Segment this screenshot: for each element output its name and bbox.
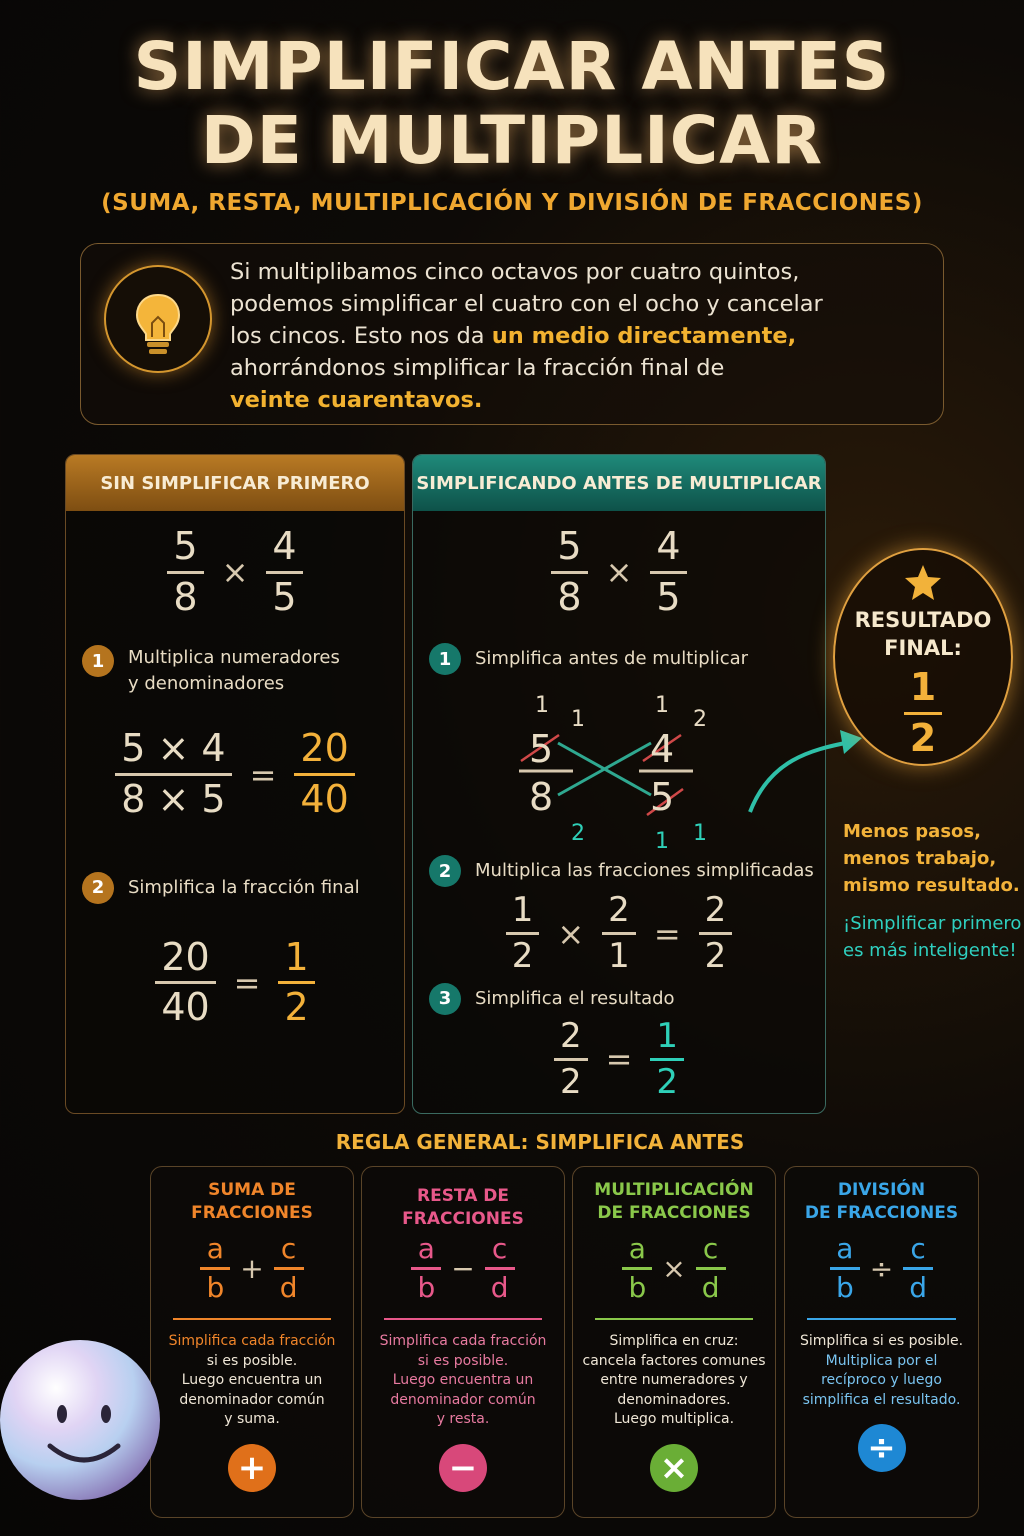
fraction: $\frac{5}{8}$ — [167, 525, 203, 619]
lightbulb-icon — [104, 265, 212, 373]
result-label: RESULTADO FINAL: — [854, 608, 992, 660]
cancel-denominator-2: 5 — [650, 775, 675, 820]
card-description: Simplifica cada fracción si es posible. Luego encuentra un denominador común y resta. — [379, 1333, 547, 1428]
card-divider — [384, 1318, 542, 1320]
equals-sign: = — [233, 963, 261, 1002]
left-equation-1 — [66, 727, 404, 821]
card-formula: $\frac{a}{b}$ + $\frac{c}{d}$ — [151, 1233, 353, 1304]
step-text: Simplifica la fracción final — [128, 876, 360, 898]
divide-icon: ÷ — [858, 1424, 906, 1472]
cancel-numerator-2: 4 — [650, 727, 675, 772]
step-badge: 2 — [429, 855, 461, 887]
annotation: 1 — [693, 821, 707, 847]
card-description: Simplifica en cruz: cancela factores comunes entre numeradores y denominadores. Luego multiplica. — [582, 1333, 766, 1428]
right-equation-2 — [413, 891, 825, 976]
annotation: 2 — [693, 707, 707, 733]
fraction: $\frac{20}{40}$ — [294, 727, 354, 821]
step-text: Simplifica el resultado — [475, 987, 675, 1009]
fraction: $\frac{4}{5}$ — [266, 525, 302, 619]
intro-text — [230, 256, 920, 416]
fraction: $\frac{1}{2}$ — [650, 1017, 684, 1102]
left-panel-header: SIN SIMPLIFICAR PRIMERO — [66, 455, 404, 511]
intro-line-1: Si multiplibamos cinco octavos por cuatro quintos, — [230, 259, 800, 285]
right-equation-3 — [413, 1017, 825, 1102]
intro-highlight-2: veinte cuarentavos. — [230, 387, 483, 413]
intro-line-4: ahorrándonos simplificar la fracción final de — [230, 355, 725, 381]
right-step-2 — [429, 855, 825, 887]
step-badge: 1 — [429, 643, 461, 675]
side-note-teal: ¡Simplificar primero es más inteligente! — [843, 913, 1022, 961]
card-divider — [595, 1318, 753, 1320]
fraction: $\frac{1}{2}$ — [506, 891, 540, 976]
title-line-1: SIMPLIFICAR ANTES — [133, 28, 891, 105]
card-suma — [150, 1166, 354, 1518]
step-text: Simplifica antes de multiplicar — [475, 648, 749, 670]
fraction: $\frac{2}{2}$ — [699, 891, 733, 976]
left-equation-2 — [66, 936, 404, 1030]
card-resta — [361, 1166, 565, 1518]
step-badge: 3 — [429, 983, 461, 1015]
annotation: 1 — [655, 693, 669, 719]
right-panel-header: SIMPLIFICANDO ANTES DE MULTIPLICAR — [413, 455, 825, 511]
equals-sign: = — [605, 1040, 633, 1079]
fraction: $\frac{5 \times 4}{8 \times 5}$ — [115, 727, 231, 821]
times-icon: × — [650, 1444, 698, 1492]
card-title: DIVISIÓN DE FRACCIONES — [804, 1180, 959, 1223]
step-badge: 2 — [82, 872, 114, 904]
right-step-1 — [429, 643, 825, 675]
card-description: Simplifica cada fracción si es posible. Luego encuentra un denominador común y suma. — [168, 1333, 336, 1428]
rule-title: REGLA GENERAL: SIMPLIFICA ANTES — [335, 1130, 745, 1154]
step-text: Multiplica numeradores y denominadores — [128, 647, 340, 695]
left-step-1 — [82, 645, 404, 697]
card-description: Simplifica si es posible. Multiplica por el recíproco y luego simplifica el resultado. — [799, 1333, 964, 1408]
intro-line-3a: los cincos. Esto nos da — [230, 323, 492, 349]
equals-sign: = — [249, 755, 277, 794]
card-formula: $\frac{a}{b}$ − $\frac{c}{d}$ — [362, 1233, 564, 1304]
card-division — [784, 1166, 979, 1518]
intro-highlight-1: un medio directamente, — [491, 323, 797, 349]
card-title: SUMA DE FRACCIONES — [191, 1180, 313, 1223]
card-formula: $\frac{a}{b}$ ÷ $\frac{c}{d}$ — [785, 1233, 978, 1304]
plus-icon: + — [228, 1444, 276, 1492]
card-divider — [807, 1318, 956, 1320]
card-multiplicacion — [572, 1166, 776, 1518]
page-title — [0, 30, 1024, 178]
fraction: $\frac{2}{1}$ — [602, 891, 636, 976]
fraction: $\frac{4}{5}$ — [650, 525, 686, 619]
result-fraction: $\frac{1}{2}$ — [904, 666, 942, 760]
step-text: Multiplica las fracciones simplificadas — [475, 860, 814, 882]
times-operator: × — [605, 553, 633, 592]
left-panel — [65, 454, 405, 1114]
fraction: $\frac{2}{2}$ — [554, 1017, 588, 1102]
times-operator: × — [557, 914, 585, 953]
card-title: MULTIPLICACIÓN DE FRACCIONES — [594, 1180, 754, 1223]
annotation: 1 — [655, 829, 669, 855]
annotation: 1 — [535, 693, 549, 719]
right-top-equation — [413, 525, 825, 619]
times-operator: × — [221, 553, 249, 592]
page-subtitle: (SUMA, RESTA, MULTIPLICACIÓN Y DIVISIÓN DE FRACCIONES) — [101, 190, 923, 216]
card-divider — [173, 1318, 331, 1320]
intro-line-2: podemos simplificar el cuatro con el ocho y cancelar — [230, 291, 823, 317]
smiley-mascot-icon — [0, 1334, 165, 1502]
cancel-numerator-1: 5 — [529, 727, 554, 772]
intro-line-3 — [230, 320, 920, 352]
fraction: $\frac{5}{8}$ — [551, 525, 587, 619]
side-note: Menos pasos, menos trabajo, mismo resultado. — [843, 821, 1020, 896]
fraction: $\frac{1}{2}$ — [278, 936, 314, 1030]
step-badge: 1 — [82, 645, 114, 677]
result-badge — [833, 548, 1013, 766]
left-top-equation — [66, 525, 404, 619]
equals-sign: = — [653, 914, 681, 953]
card-title: RESTA DE FRACCIONES — [402, 1186, 524, 1229]
annotation: 2 — [571, 821, 585, 847]
title-line-2: DE MULTIPLICAR — [200, 102, 824, 179]
cancel-denominator-1: 8 — [529, 775, 554, 820]
right-step-3 — [429, 983, 825, 1015]
star-icon — [903, 562, 943, 602]
fraction: $\frac{20}{40}$ — [155, 936, 215, 1030]
card-formula: $\frac{a}{b}$ × $\frac{c}{d}$ — [573, 1233, 775, 1304]
minus-icon: − — [439, 1444, 487, 1492]
left-step-2 — [82, 872, 404, 904]
annotation: 1 — [571, 707, 585, 733]
